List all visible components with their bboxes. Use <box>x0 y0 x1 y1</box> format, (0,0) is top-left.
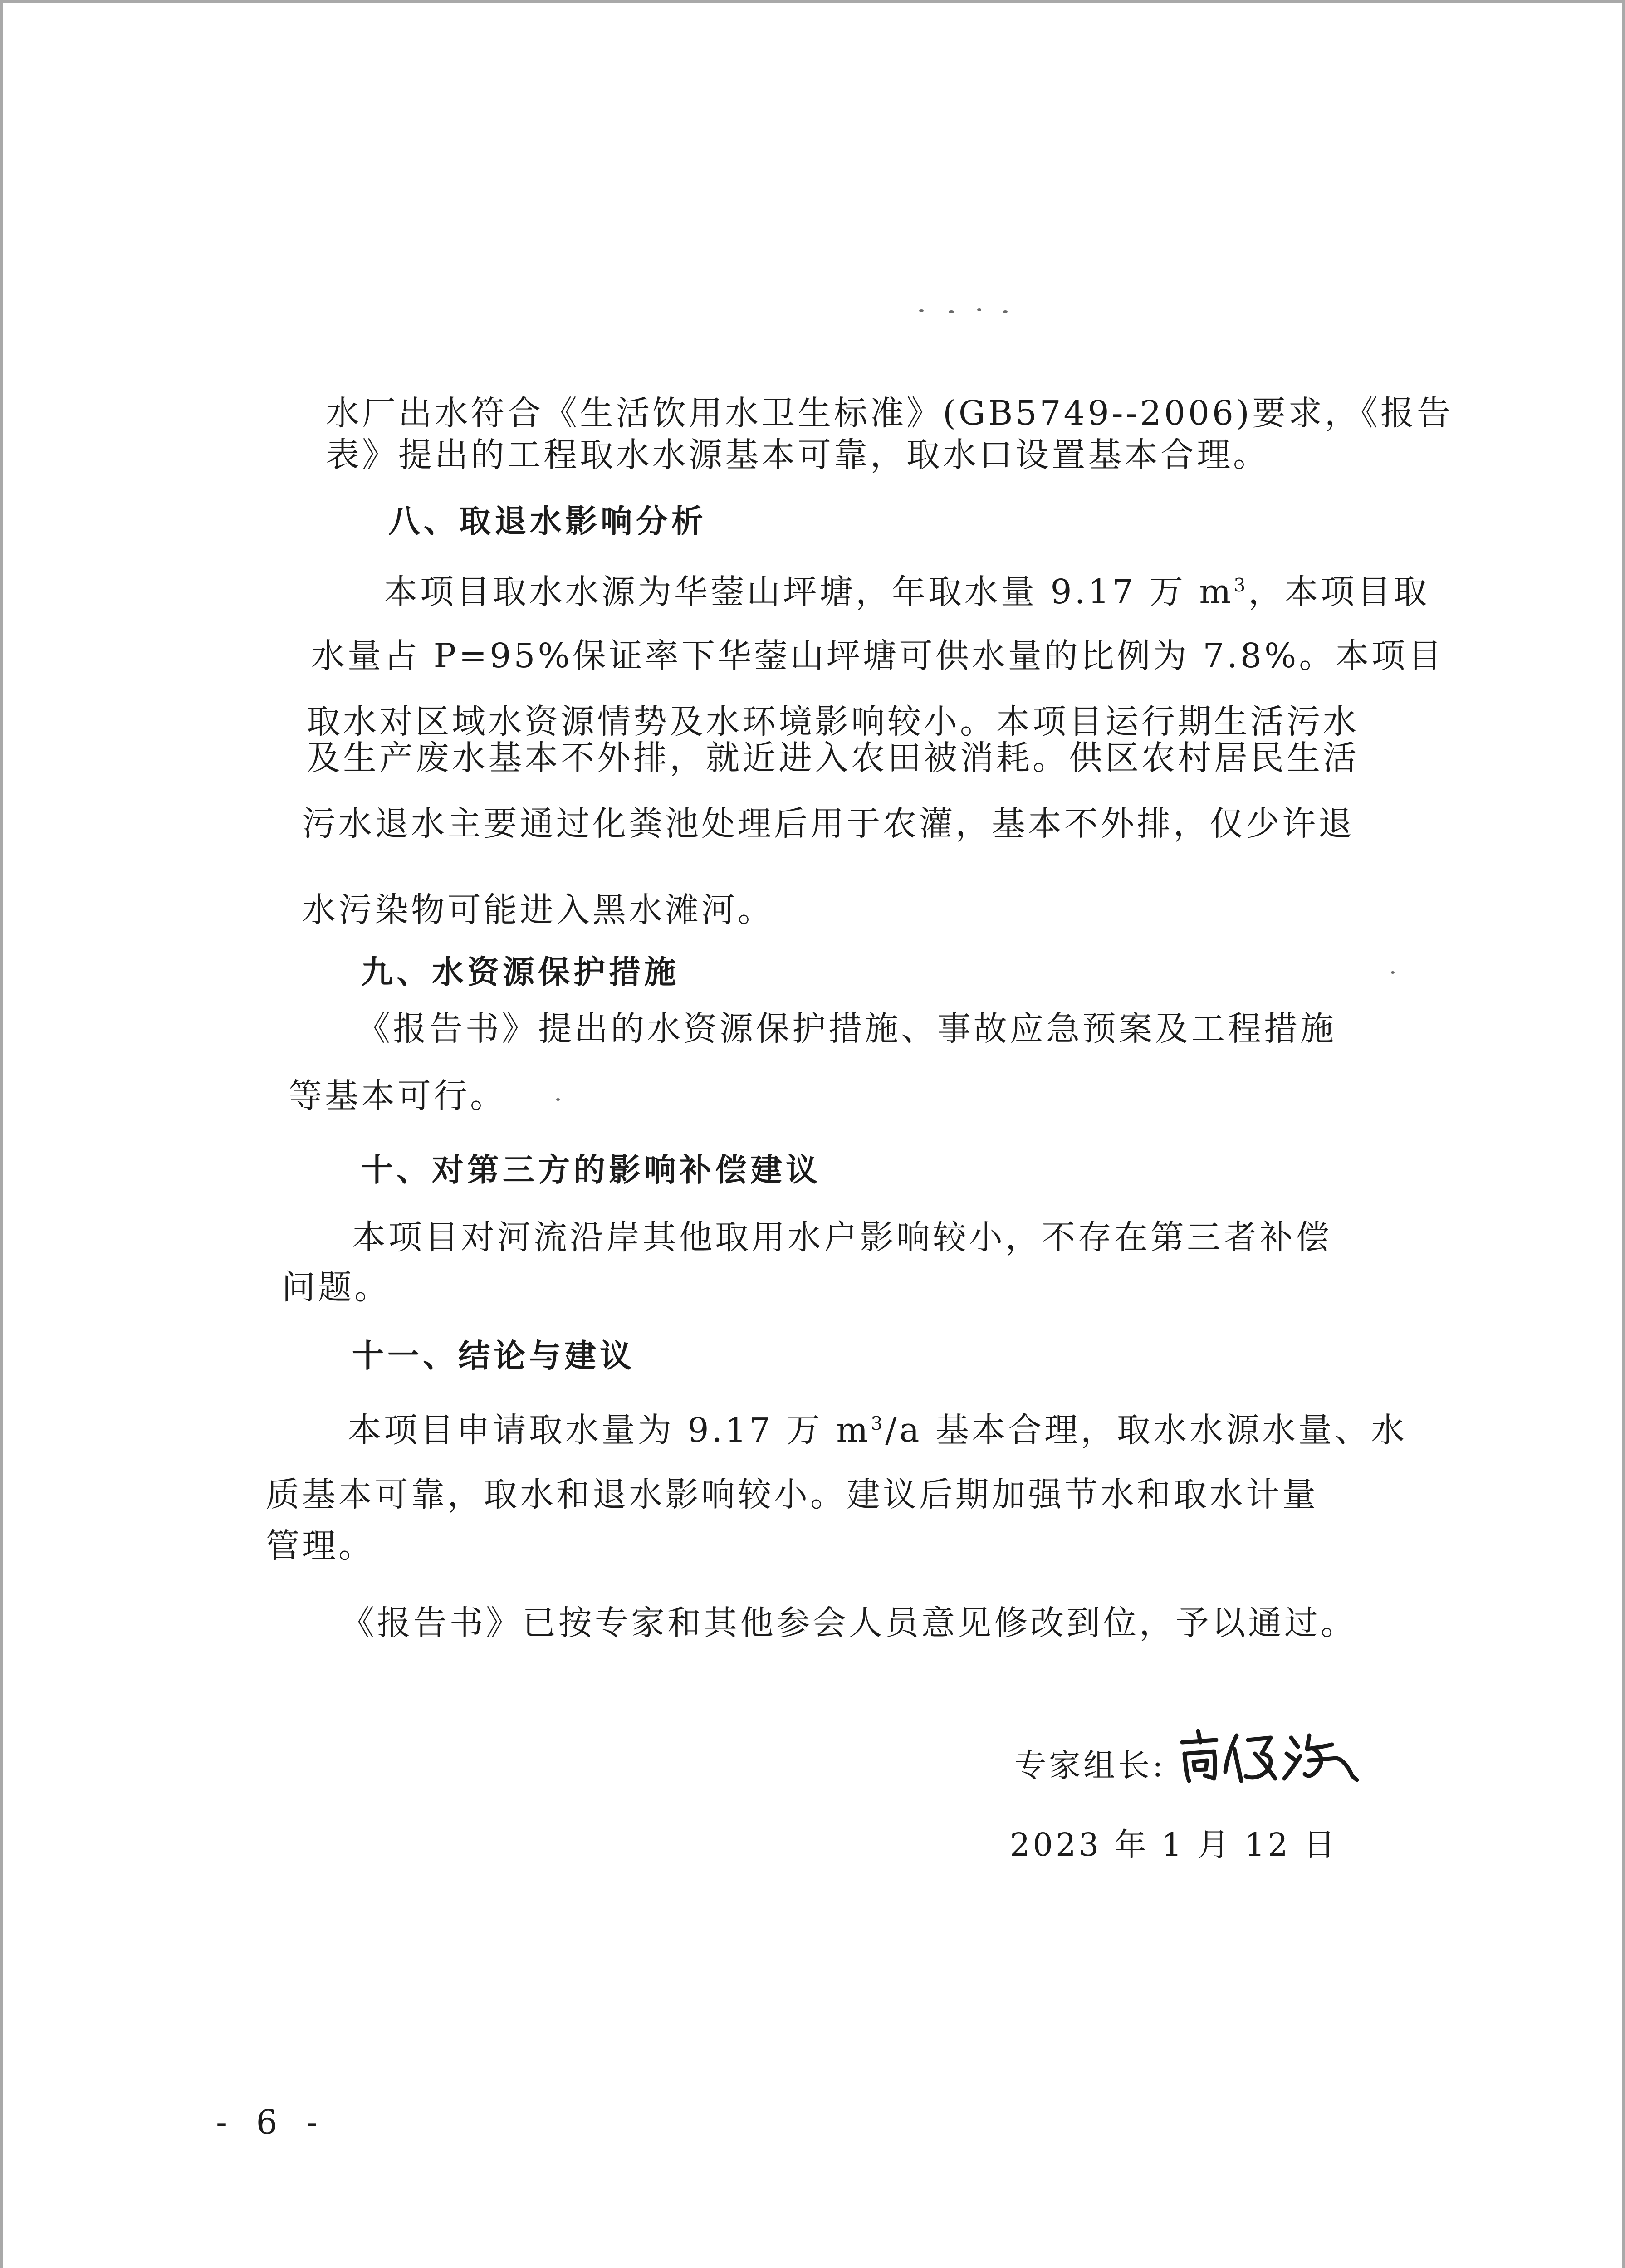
superscript: 3 <box>1233 574 1248 596</box>
page-number: - 6 - <box>216 2103 327 2142</box>
text-segment: 本项目申请取水量为 9.17 万 m <box>348 1411 871 1450</box>
text-line: 水污染物可能进入黑水滩河。 <box>302 890 774 929</box>
scan-speck <box>919 309 924 312</box>
text-line: 《报告书》已按专家和其他参会人员意见修改到位，予以通过。 <box>341 1603 1357 1642</box>
scan-speck <box>977 308 981 311</box>
text-line: 《报告书》提出的水资源保护措施、事故应急预案及工程措施 <box>357 1009 1336 1048</box>
text-line: 水厂出水符合《生活饮用水卫生标准》(GB5749--2006)要求，《报告 <box>326 394 1453 433</box>
text-line <box>348 1411 1407 1450</box>
text-line: 等基本可行。 <box>289 1076 506 1115</box>
scan-speck <box>949 310 954 313</box>
text-line: 问题。 <box>282 1268 391 1307</box>
heading-text: 十一、结论与建议 <box>352 1337 635 1374</box>
heading-text: 十、对第三方的影响补偿建议 <box>361 1151 821 1188</box>
scan-speck <box>1391 971 1395 974</box>
handwritten-signature <box>1173 1722 1364 1790</box>
text-line: 表》提出的工程取水水源基本可靠，取水口设置基本合理。 <box>326 435 1269 474</box>
text-line <box>384 572 1430 611</box>
scan-speck <box>1003 310 1008 313</box>
text-segment: /a 基本合理，取水水源水量、水 <box>885 1411 1407 1450</box>
superscript: 3 <box>871 1413 886 1435</box>
text-line: 取水对区域水资源情势及水环境影响较小。本项目运行期生活污水 <box>307 702 1359 741</box>
text-line: 水量占 P=95%保证率下华蓥山坪塘可供水量的比例为 7.8%。本项目 <box>311 636 1444 675</box>
text-segment: ，本项目取 <box>1248 572 1430 611</box>
signature-label: 专家组长: <box>1014 1747 1166 1784</box>
heading-text: 九、水资源保护措施 <box>361 953 680 991</box>
text-line: 管理。 <box>266 1526 375 1565</box>
heading-text: 八、取退水影响分析 <box>388 503 707 540</box>
text-segment: 本项目取水水源为华蓥山坪塘，年取水量 9.17 万 m <box>384 572 1234 611</box>
text-line: 及生产废水基本不外排，就近进入农田被消耗。供区农村居民生活 <box>307 738 1359 777</box>
text-line: 污水退水主要通过化粪池处理后用于农灌，基本不外排，仅少许退 <box>302 804 1355 843</box>
text-line: 本项目对河流沿岸其他取用水户影响较小，不存在第三者补偿 <box>352 1218 1332 1257</box>
signature-date: 2023 年 1 月 12 日 <box>1010 1826 1338 1863</box>
scan-speck <box>556 1098 560 1101</box>
text-line: 质基本可靠，取水和退水影响较小。建议后期加强节水和取水计量 <box>266 1475 1318 1514</box>
